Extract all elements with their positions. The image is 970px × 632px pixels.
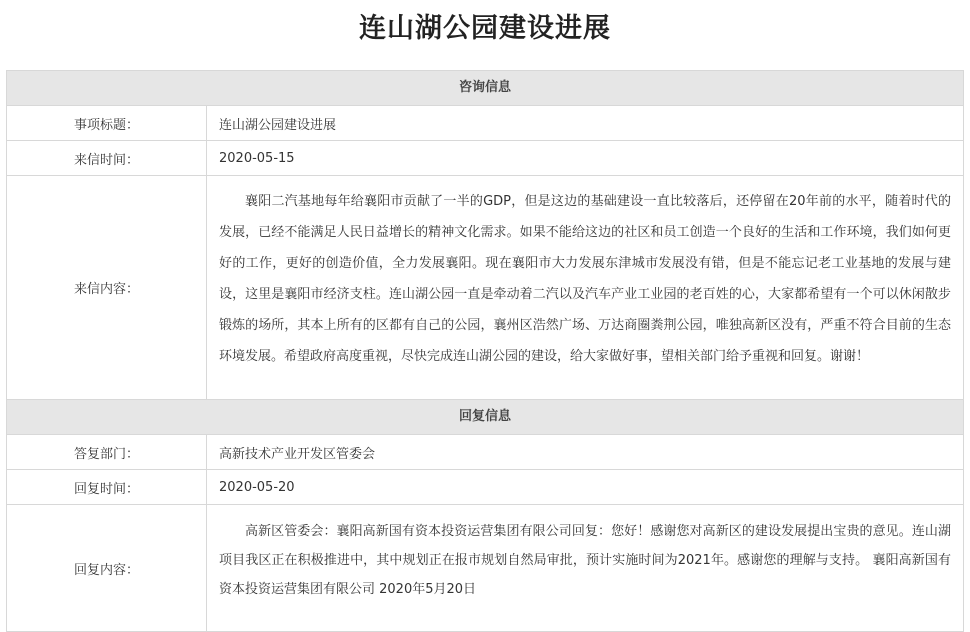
reply-content-text: 高新区管委会：襄阳高新国有资本投资运营集团有限公司回复：您好！感谢您对高新区的建设发展提出宝贵的意见。连山湖项目我区正在积极推进中，其中规划正在报市规划自然局审批，预计实施时间为2021年。感谢您的理解与支持。 襄阳高新国有资本投资运营集团有限公司 2020年5月20日	[219, 524, 951, 597]
reply-section-header: 回复信息	[7, 400, 963, 435]
letter-date-label: 来信时间：	[7, 141, 207, 175]
subject-value: 连山湖公园建设进展	[219, 117, 337, 133]
reply-dept-value: 高新技术产业开发区管委会	[219, 446, 376, 462]
subject-label: 事项标题：	[7, 106, 207, 140]
reply-dept-row	[7, 435, 963, 470]
letter-content-label: 来信内容：	[7, 176, 207, 399]
reply-content-label: 回复内容：	[7, 505, 207, 631]
consult-subject-row	[7, 106, 963, 141]
reply-date-row	[7, 470, 963, 505]
letter-date-value: 2020-05-15	[219, 150, 295, 166]
letter-content-text: 襄阳二汽基地每年给襄阳市贡献了一半的GDP，但是这边的基础建设一直比较落后，还停留在20年前的水平，随着时代的发展，已经不能满足人民日益增长的精神文化需求。如果不能给这边的社区和员工创造一个良好的生活和工作环境，我们如何更好的工作，更好的创造价值，全力发展襄阳。现在襄阳市大力发展东津城市发展没有错，但是不能忘记老工业基地的发展与建设，这里是襄阳市经济支柱。连山湖公园一直是牵动着二汽以及汽车产业工业园的老百姓的心，大家都希望有一个可以休闲散步锻炼的场所，其本上所有的区都有自己的公园，襄州区浩然广场、万达商圈粪荆公园，唯独高新区没有，严重不符合目前的生态环境发展。希望政府高度重视，尽快完成连山湖公园的建设，给大家做好事，望相关部门给予重视和回复。谢谢！	[219, 194, 951, 364]
reply-dept-label: 答复部门：	[7, 435, 207, 469]
reply-date-label: 回复时间：	[7, 470, 207, 504]
consult-date-row	[7, 141, 963, 176]
page-title: 连山湖公园建设进展	[359, 13, 611, 44]
info-table	[6, 70, 964, 632]
consult-content-row	[7, 176, 963, 400]
consult-section-header: 咨询信息	[7, 71, 963, 106]
reply-date-value: 2020-05-20	[219, 479, 295, 495]
reply-content-row	[7, 505, 963, 631]
